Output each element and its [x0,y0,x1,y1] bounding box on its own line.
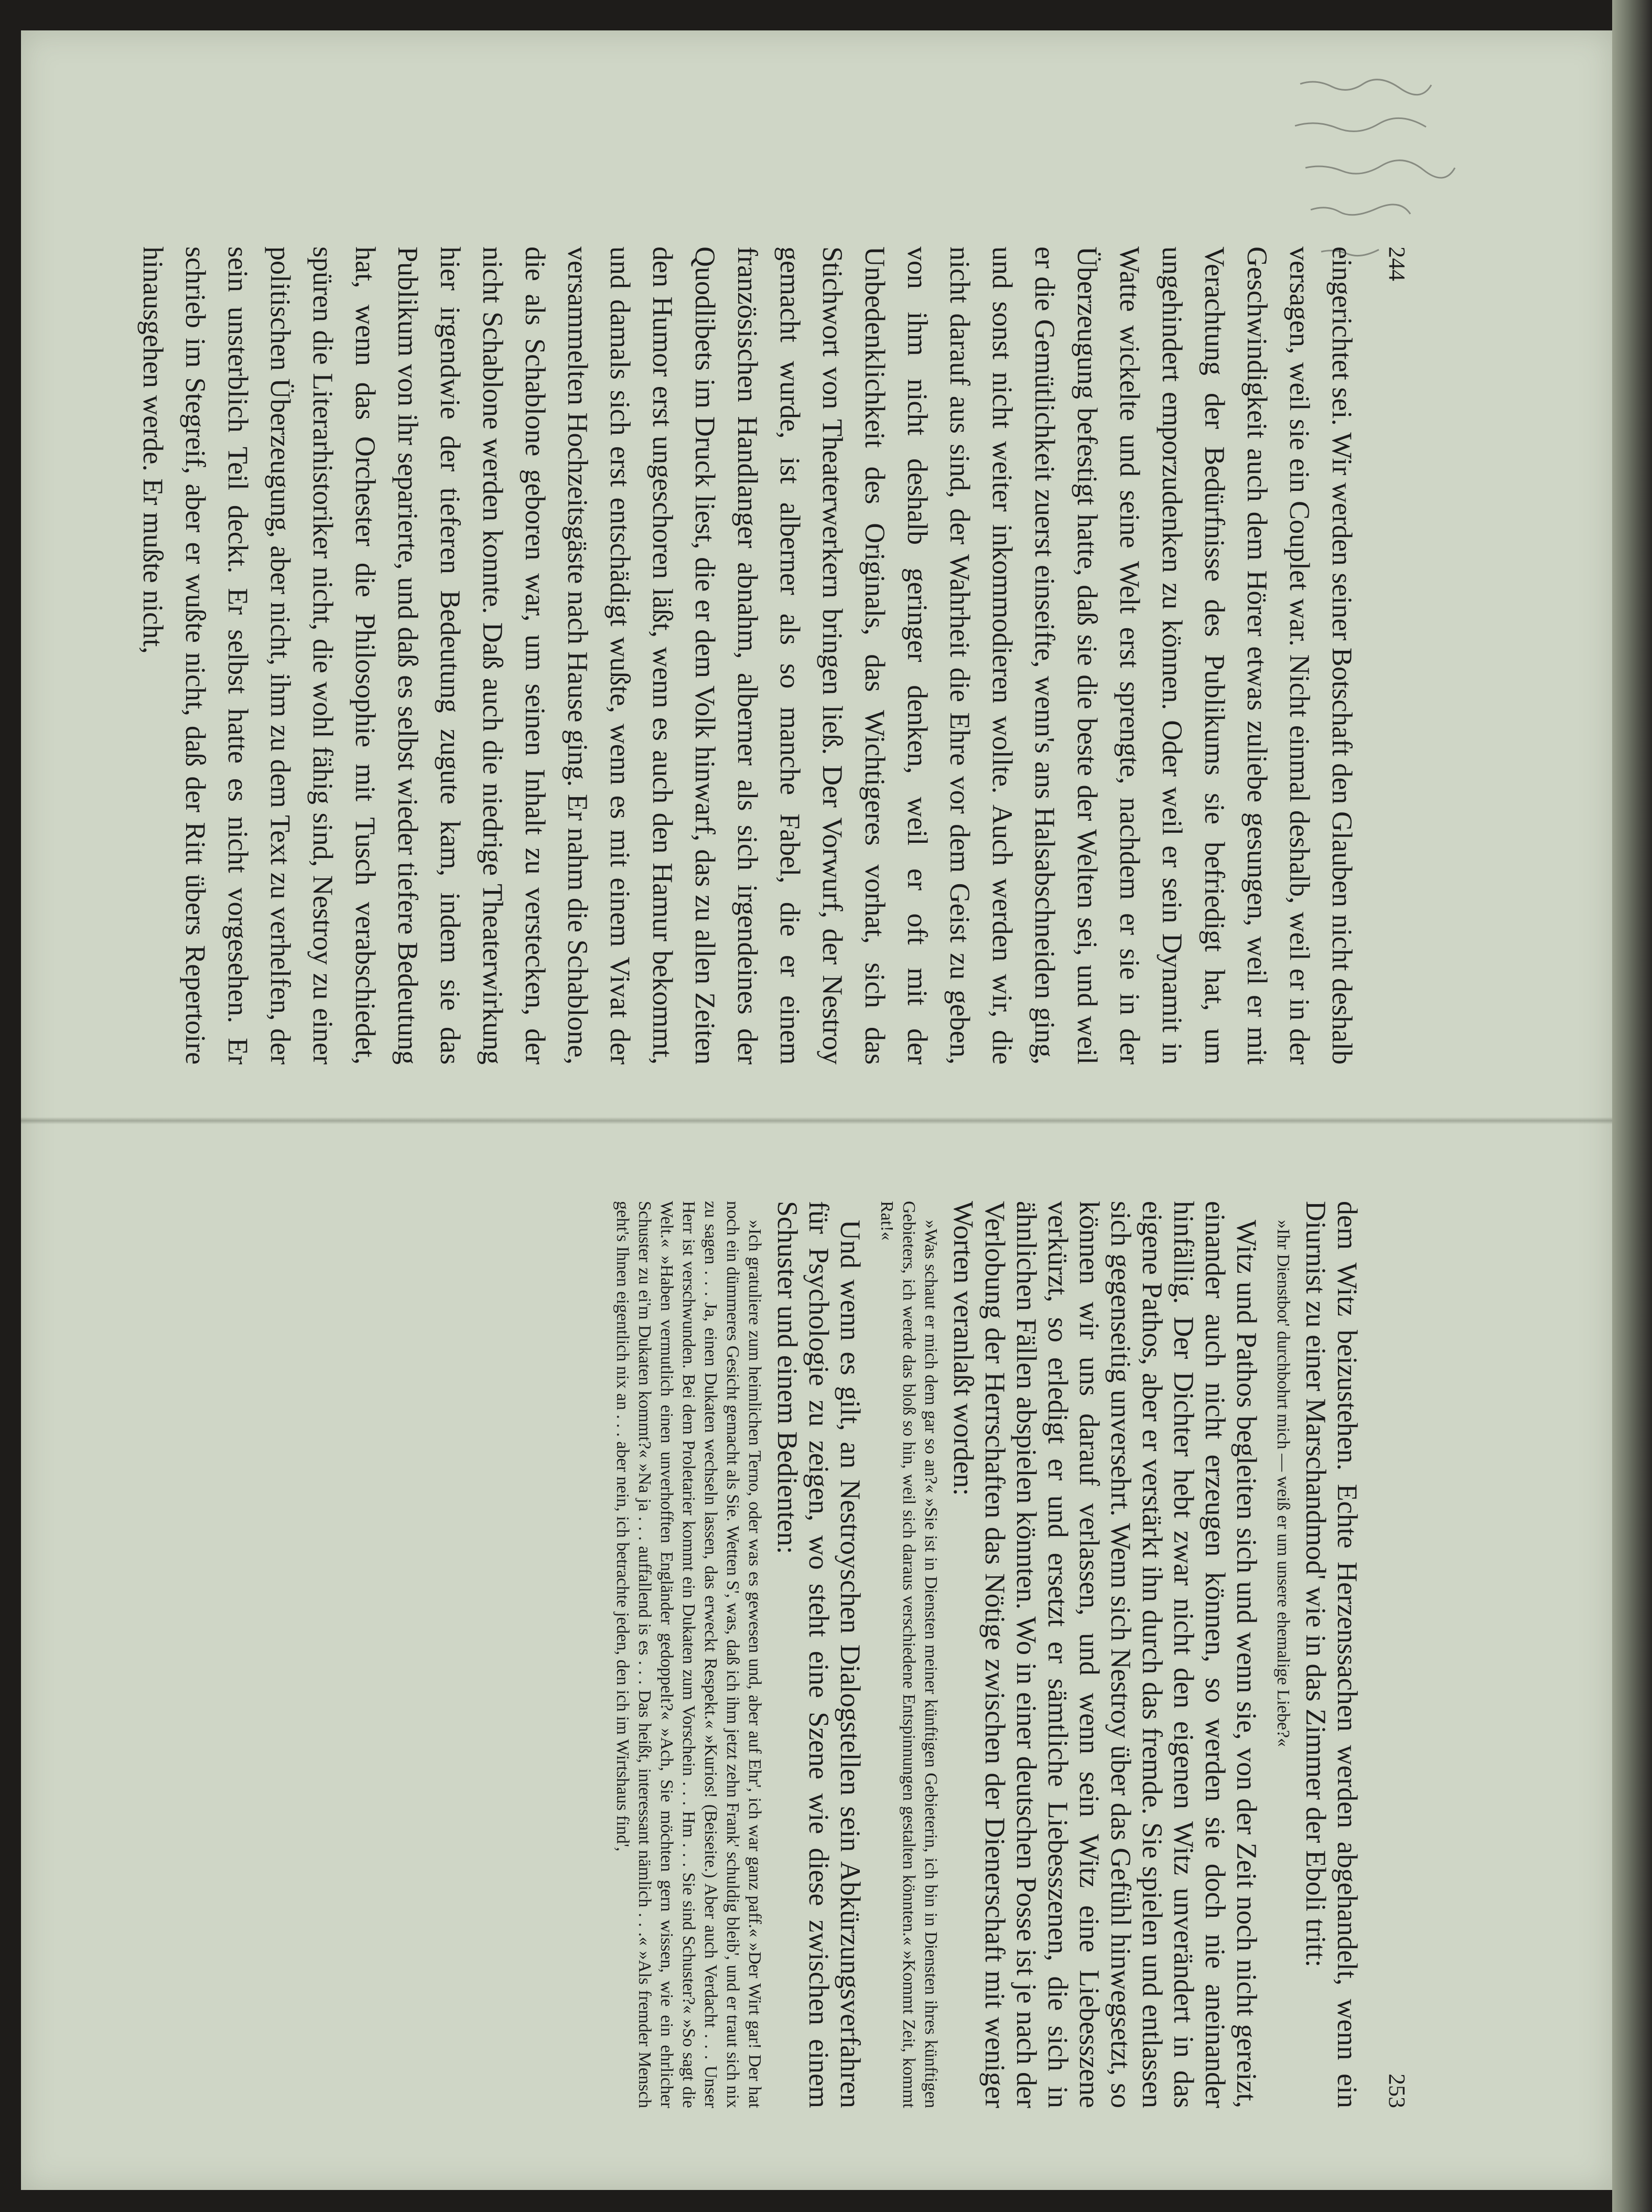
paragraph: dem Witz beizustehen. Echte Herzenssachen werden abgehandelt, wenn ein Diurnist zu einer Marschandmod' wie in das Zimmer der Eboli tritt: [1300,1201,1363,2108]
quotation: »Ihr Dienstbot' durchbohrt mich — weiß er um unsere ehemalige Liebe?« [1273,1220,1293,1747]
page-244 [137,246,1410,1065]
paragraph: Und wenn es gilt, an Nestroyschen Dialogstellen sein Abkürzungsverfahren für Psychologie zu zeigen, wo steht eine Szene wie diese zwischen einem Schuster und einem Bedienten: [772,1201,866,2108]
page-number: 244 [1384,246,1410,281]
quotation: »Ich gratuliere zum heimlichen Terno, oder was es gewesen und, aber auf Ehr', ich war ganz paff.« »Der Wirt gar! Der hat noch ein dümmeres Gesicht gemacht als Sie. Wetten S', was, daß ich ihm jetzt zehn Frank' schuldig bleib', und er traut sich nix zu sagen . . . Ja, einen Dukaten wechseln lassen, das erweckt Respekt.« »Kurios! (Beiseite.) Aber auch Verdacht . . . Unser Herr ist verschwunden. Bei dem Proletarier kommt ein Dukaten zum Vorschein . . . Hm . . . Sie sind Schuster?« »So sagt die Welt.« »Haben vermutlich einen unverhofften Engländer gedoppelt?« »Ach, Sie möchten gern wissen, wie ein ehrlicher Schuster zu ei'm Dukaten kommt?« »Na ja . . . auffallend is es . . . Das heißt, interessant nämlich . . .« »Als fremder Mensch geht's Ihnen eigentlich nix an . . . aber nein, ich betrachte jeden, den ich im Wirtshaus find', [613,1201,764,2108]
body-text [132,246,1363,1065]
paragraph: Witz und Pathos begleiten sich und wenn sie, von der Zeit noch nicht gereizt, einander auch nicht erzeugen können, so werden sie doch nie aneinander hinfällig. Der Dichter hebt zwar nicht den eigenen Witz unverändert in das eigene Pathos, aber er verstärkt ihn durch das fremde. Sie spielen und entlassen sich gegenseitig unversehrt. Wenn sich Nestroy über das Gefühl hinwegsetzt, so können wir uns darauf verlassen, und wenn sein Witz eine Liebesszene verkürzt, so erledigt er und ersetzt er sämtliche Liebesszenen, die sich in ähnlichen Fällen abspielen könnten. Wo in einer deutschen Posse ist je nach der Verlobung der Herrschaften das Nötige zwischen der Dienerschaft mit weniger Worten veranlaßt worden: [948,1201,1262,2108]
scan-edge [1612,0,1652,2212]
paragraph: eingerichtet sei. Wir werden seiner Botschaft den Glauben nicht deshalb versagen, weil sie ein Couplet war. Nicht einmal deshalb, weil er in der Geschwindigkeit auch dem Hörer etwas zuliebe gesungen, weil er mit Verachtung der Bedürfnisse des Publikums sie befriedigt hat, um ungehindert emporzudenken zu können. Oder weil er sein Dynamit in Watte wickelte und seine Welt erst sprengte, nachdem er sie in der Überzeugung befestigt hatte, daß sie die beste der Welten sei, und weil er die Gemütlichkeit zuerst einseifte, wenn's ans Halsabschneiden ging, und sonst nicht weiter inkommodieren wollte. Auch werden wir, die nicht darauf aus sind, der Wahrheit die Ehre vor dem Geist zu geben, von ihm nicht deshalb geringer denken, weil er oft mit der Unbedenklichkeit des Originals, das Wichtigeres vorhat, sich das Stichwort von Theaterwerkern bringen ließ. Der Vorwurf, der Nestroy gemacht wurde, ist alberner als so manche Fabel, die er einem französischen Handlanger abnahm, alberner als sich irgendeines der Quodlibets im Druck liest, die er dem Volk hinwarf, das zu allen Zeiten den Humor erst ungeschoren läßt, wenn es auch den Hamur bekommt, und damals sich erst entschädigt wußte, wenn es mit einem Vivat der versammelten Hochzeitsgäste nach Hause ging. Er nahm die Schablone, die als Schablone geboren war, um seinen Inhalt zu verstecken, der nicht Schablone werden konnte. Daß auch die niedrige Theaterwirkung hier irgendwie der tieferen Bedeutung zugute kam, indem sie das Publikum von ihr separierte, und daß es selbst wieder tiefere Bedeutung hat, wenn das Orchester die Philosophie mit Tusch verabschiedet, spüren die Literarhistoriker nicht, die wohl fähig sind, Nestroy zu einer politischen Überzeugung, aber nicht, ihm zu dem Text zu verhelfen, der sein unsterblich Teil deckt. Er selbst hatte es nicht vorgesehen. Er schrieb im Stegreif, aber er wußte nicht, daß der Ritt übers Repertoire hinausgehen werde. Er mußte nicht, [137,246,1358,1065]
fold-line [21,1117,1612,1124]
body-text [602,1201,1363,2108]
page-number: 253 [1384,2074,1410,2108]
page-253 [210,1201,1410,2108]
quotation: »Was schaut er mich dem gar so an?« »Sie ist in Diensten meiner künftigen Gebieterin, ich bin in Diensten ihres künftigen Gebieters, ich werde das bloß so hin, weil sich daraus verschiedene Entspinnungen gestalten könnten.« »Kommt Zeit, kommt Rat!« [877,1201,941,2108]
